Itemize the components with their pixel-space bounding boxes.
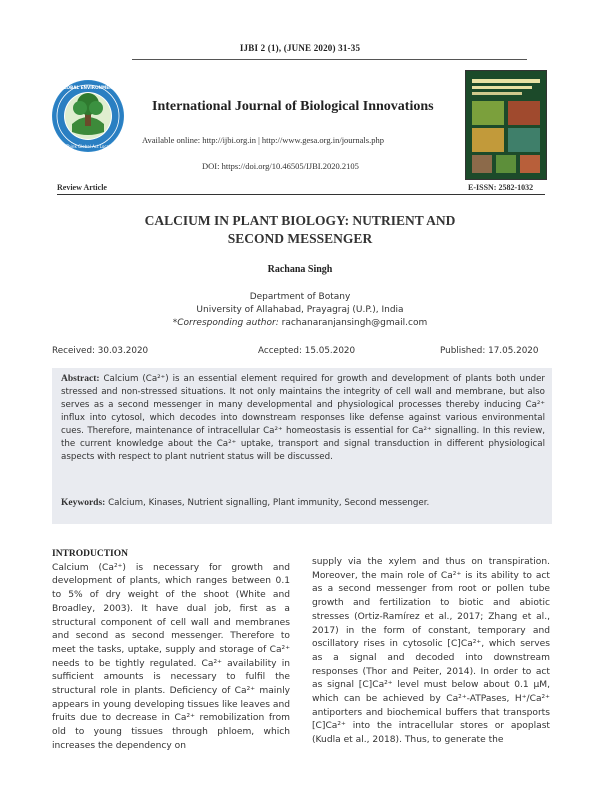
title-line-1: CALCIUM IN PLANT BIOLOGY: NUTRIENT AND [144,213,456,228]
keywords-text: Calcium, Kinases, Nutrient signalling, Plant immunity, Second messenger. [108,498,430,508]
title-line-2: SECOND MESSENGER [227,231,373,246]
header-rule [132,59,527,60]
left-column-text: Calcium (Ca²⁺) is necessary for growth and development of plants, which ranges between 0.1 to 5% of dry weight of the shoot (White and Broadley, 2003). It have dual job, first as a structural component of cell wall and membranes and second as second messenger. Therefore to meet the tasks, uptake, supply and storage of Ca²⁺ needs to be tightly regulated. Ca²⁺ availability in sufficient amounts is necessary to fulfil the structural role in plants. Deficiency of Ca²⁺ mainly appears in young developing tissues like leaves and fruits due to decrease in Ca²⁺ remobilization from old to young tissues through phloem, which increases the dependency on [52,562,290,751]
svg-text:GLOBAL ENVIRONMENT: GLOBAL ENVIRONMENT [60,85,116,90]
corresponding-label: *Corresponding author: [172,318,279,328]
online-availability: Available online: http://ijbi.org.in | http://www.gesa.org.in/journals.php [142,135,384,145]
abstract [61,373,545,464]
abstract-text: Calcium (Ca²⁺) is an essential element required for growth and development of plants both under stressed and non-stressed situations. It not only maintains the integrity of cell wall and membrane, but also serves as a second messenger in many developmental and physiological processes thereby inducing Ca²⁺ influx into cytosol, which decodes into downstream responses like defense against various environmental cues. Therefore, maintenance of intracellular Ca²⁺ homeostasis is essential for Ca²⁺ signalling. In this review, the current knowledge about the Ca²⁺ uptake, transport and signal transduction in different physiological aspects with respect to plant nutrient status will be discussed. [61,374,546,462]
corresponding-email: rachanaranjansingh@gmail.com [281,318,428,328]
body-left-column [52,548,290,754]
received-date: Received: 30.03.2020 [52,346,149,356]
doi-link: DOI: https://doi.org/10.46505/IJBI.2020.2105 [202,161,359,171]
eissn-label: E-ISSN: 2582-1032 [468,183,534,192]
article-type-label: Review Article [57,183,107,192]
header-bottom-rule [57,194,545,195]
journal-cover-image [465,70,547,180]
author-name: Rachana Singh [267,264,333,275]
society-logo [52,80,124,152]
department: Department of Botany [249,292,351,302]
abstract-box [52,368,552,524]
accepted-date: Accepted: 15.05.2020 [258,346,356,356]
keywords [61,498,545,508]
journal-name: International Journal of Biological Innovations [152,99,434,114]
svg-text:Think Global Act Local: Think Global Act Local [65,144,111,149]
abstract-label: Abstract: [61,374,100,384]
body-right-column [312,556,550,748]
journal-reference: IJBI 2 (1), (JUNE 2020) 31-35 [239,43,361,53]
keywords-label: Keywords: [61,498,106,508]
published-date: Published: 17.05.2020 [440,346,539,356]
university: University of Allahabad, Prayagraj (U.P.), India [196,305,404,315]
right-column-text: supply via the xylem and thus on transpiration. Moreover, the main role of Ca²⁺ is its ability to act as a second messenger from root or pollen tube growth and fertilization to biotic and abiotic stresses (Ortiz-Ramírez et al., 2017; Zhang et al., 2017) in the form of constant, temporary and oscillatory rises in cytosolic [C]Ca²⁺, which serves as a signal and decoded into downstream responses (Thor and Peiter, 2014). In order to act as signal [C]Ca²⁺ level must below about 0.1 μM, which can be achieved by Ca²⁺-ATPases, H⁺/Ca²⁺ antiporters and biochemical buffers that transports [C]Ca²⁺ into the intracellular stores or apoplast (Kudla et al., 2018). Thus, to generate the [312,557,550,746]
introduction-heading: INTRODUCTION [52,549,129,559]
corresponding-author [0,318,600,328]
logo-ring [52,80,124,152]
article-title [80,212,520,248]
